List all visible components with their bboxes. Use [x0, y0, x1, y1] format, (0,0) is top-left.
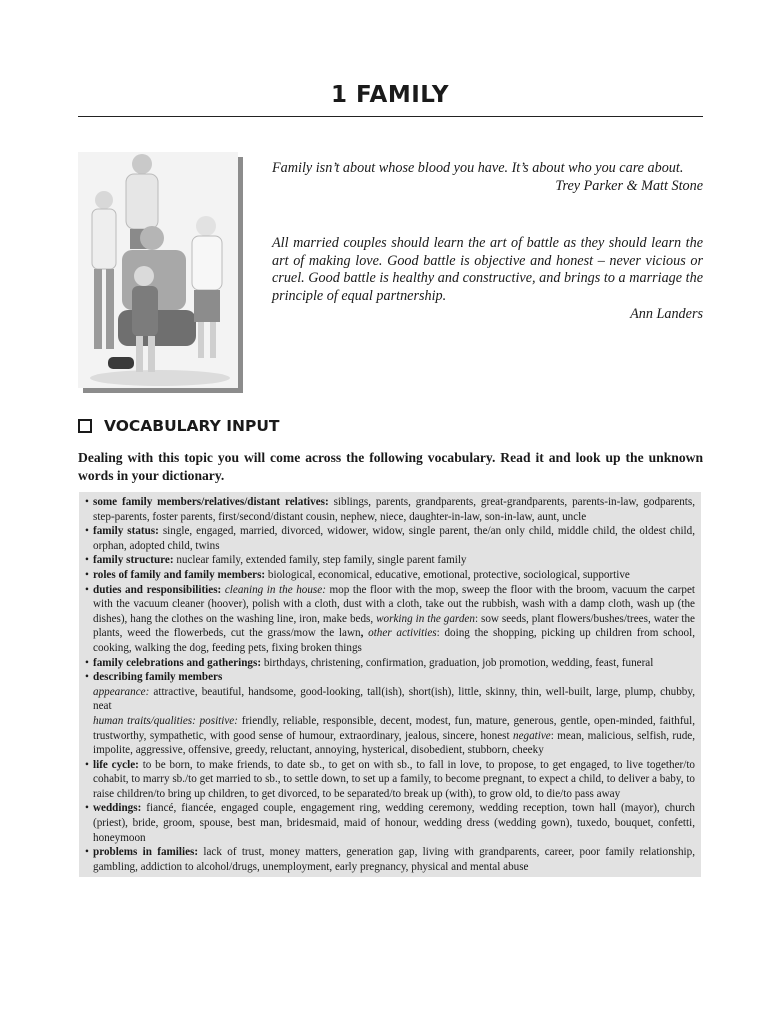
item-label: family celebrations and gatherings:: [93, 656, 262, 669]
list-item: [85, 801, 695, 845]
item-sublabel: appearance:: [93, 685, 150, 698]
chapter-title: 1 FAMILY: [330, 82, 450, 108]
vocabulary-box: [79, 492, 701, 877]
title-divider: [78, 116, 703, 117]
item-sublabel: human traits/qualities: positive:: [93, 714, 238, 727]
item-label: family status:: [93, 525, 159, 538]
item-label: some family members/relatives/distant relatives:: [93, 496, 329, 508]
bullet: •: [85, 525, 89, 538]
item-text: to be born, to make friends, to date sb., to get on with sb., to fall in love, to propose, to get engaged, to live together/to cohabit, to marry sb./to get married to sb., to settle down, to set up a family, to become pregnant, to expect a child, to deliver a baby, to raise children/to bring up children, to get divorced, to be separated/to break up (with), to grow old, to die/to pass away: [93, 758, 695, 800]
item-text: : doing the shopping, picking up children from school, cooking, walking the dog, feeding pets, fixing broken things: [93, 627, 695, 654]
item-sublabel: negative: [513, 729, 551, 742]
bullet: •: [85, 758, 89, 771]
bullet: •: [85, 846, 89, 859]
quotes-block: [272, 160, 703, 323]
item-text: biological, economical, educative, emotional, protective, sociological, supportive: [265, 568, 630, 581]
list-item: [85, 670, 695, 758]
section-title: VOCABULARY INPUT: [104, 417, 280, 435]
bullet: •: [85, 802, 89, 815]
bullet: •: [85, 671, 89, 684]
item-subline: [93, 714, 695, 758]
item-separator: ,: [360, 627, 369, 640]
item-text: nuclear family, extended family, step family, single parent family: [173, 554, 467, 567]
item-label: roles of family and family members:: [93, 568, 266, 581]
item-text: mop the floor with the mop, sweep the floor with the broom, vacuum the carpet with the vacuum cleaner (hoover), polish with a cloth, dust with a cloth, take out the rubbish, wash with a damp cloth, wash up (the dishes), hang the clothes on the washing line, iron, make beds,: [93, 583, 695, 625]
family-photo: [78, 152, 238, 388]
quote-text: All married couples should learn the art of battle as they should learn the art of making love. Good battle is objective and honest – never vicious or cruel. Good battle is healthy and constructive, and brings to a marriage the principle of equal partnership.: [272, 235, 703, 304]
section-heading: [78, 417, 702, 435]
item-label: describing family members: [93, 671, 223, 684]
item-text: friendly, reliable, responsible, decent, modest, fun, mature, generous, gentle, open-minded, faithful, trustworthy, sympathetic, with good sense of humour, extraordinary, jealous, sincere, honest: [93, 714, 695, 742]
item-text: fiancé, fiancée, engaged couple, engagement ring, wedding ceremony, wedding reception, town hall (mayor), church (priest), bride, groom, spouse, best man, bridesmaid, maid of honour, wedding dress (wedding gown), tuxedo, bouquet, confetti, honeymoon: [93, 802, 695, 844]
intro-text: Dealing with this topic you will come across the following vocabulary. Read it and look up the unknown words in your dictionary.: [78, 450, 703, 483]
bullet: •: [85, 496, 89, 508]
list-item: [85, 583, 695, 656]
list-item: [85, 758, 695, 802]
family-photo-icon: [78, 152, 238, 388]
list-item: [85, 568, 695, 583]
checkbox-icon: [78, 419, 92, 433]
item-text: single, engaged, married, divorced, widower, widow, single parent, the/an only child, middle child, the oldest child, orphan, adopted child, twins: [93, 525, 695, 552]
item-text: : sow seeds, plant flowers/bushes/trees, water the plants, weed the flowerbeds, cut the grass/mow the lawn: [93, 612, 696, 640]
item-text: birthdays, christening, confirmation, graduation, job promotion, wedding, feast, funeral: [261, 656, 654, 669]
bullet: •: [85, 554, 89, 567]
list-item: [85, 656, 695, 671]
quote-author: Trey Parker & Matt Stone: [555, 177, 703, 194]
bullet: •: [85, 656, 89, 669]
list-item: [85, 495, 695, 524]
quote-text: Family isn’t about whose blood you have. It’s about who you care about.: [272, 160, 684, 176]
bullet: •: [85, 568, 89, 581]
item-sublabel: other activities: [368, 627, 437, 640]
item-label: problems in families:: [93, 846, 199, 859]
item-sublabel: cleaning in the house:: [224, 583, 326, 596]
list-item: [85, 553, 695, 568]
item-label: family structure:: [93, 554, 174, 567]
item-label: weddings:: [93, 802, 142, 815]
item-text: lack of trust, money matters, generation gap, living with grandparents, career, poor family relationship, gambling, addiction to alcohol/drugs, unemployment, early pregnancy, physical and mental abuse: [93, 846, 696, 873]
item-text: : mean, malicious, selfish, rude, impolite, aggressive, offensive, greedy, reluctant, annoying, hysterical, disobedient, stubborn, cheeky: [93, 729, 695, 757]
list-item: [85, 524, 695, 553]
item-text: siblings, parents, grandparents, great-grandparents, parents-in-law, godparents, step-parents, foster parents, first/second/distant cousin, nephew, niece, daughter-in-law, son-in-law, aunt, uncle: [93, 496, 696, 523]
list-item: [85, 845, 695, 874]
item-label: duties and responsibilities:: [93, 583, 222, 596]
item-sublabel: working in the garden: [376, 612, 475, 625]
quote-author: Ann Landers: [630, 305, 703, 322]
item-label: life cycle:: [93, 758, 139, 771]
item-subline: [93, 685, 695, 714]
bullet: •: [85, 583, 89, 596]
item-text: attractive, beautiful, handsome, good-looking, tall(ish), short(ish), little, skinny, thin, well-built, large, plump, chubby, neat: [93, 685, 695, 713]
